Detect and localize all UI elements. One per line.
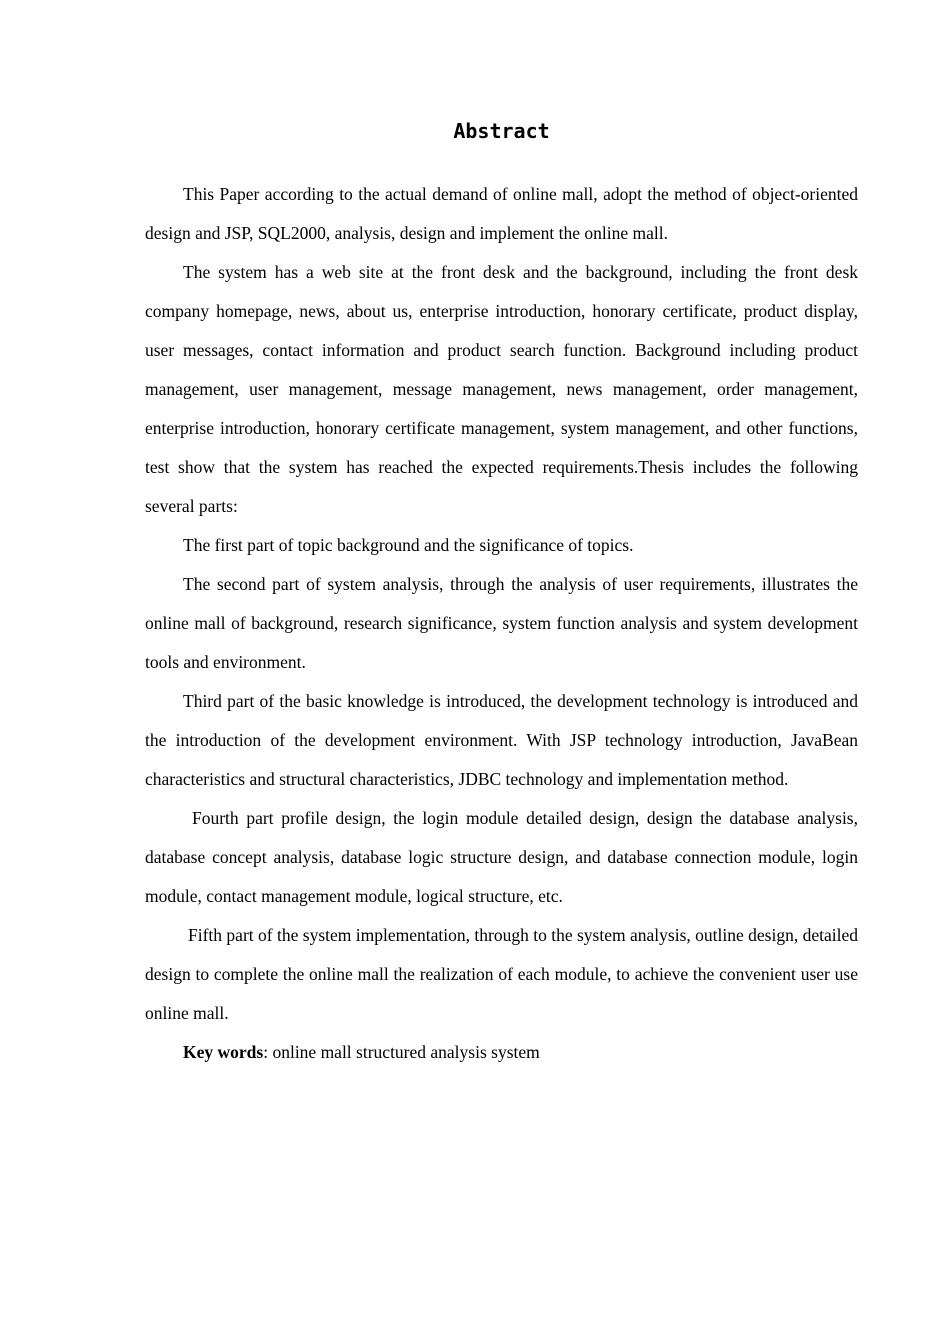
- abstract-paragraph-7: Fifth part of the system implementation, through to the system analysis, outline design, detailed design to complete the online mall the realization of each module, to achieve the convenient user use online mall.: [145, 925, 858, 1023]
- abstract-paragraph-3: The first part of topic background and the significance of topics.: [183, 535, 634, 555]
- keywords-label: Key words: [183, 1042, 264, 1062]
- abstract-paragraph-2: The system has a web site at the front desk and the background, including the front desk company homepage, news, about us, enterprise introduction, honorary certificate, product display, user messages, contact information and product search function. Background including product management, user management, message management, news management, order management, enterprise introduction, honorary certificate management, system management, and other functions, test show that the system has reached the expected requirements.Thesis includes the following several parts:: [145, 262, 858, 516]
- abstract-paragraph-6: Fourth part profile design, the login module detailed design, design the database analysis, database concept analysis, database logic structure design, and database connection module, login module, contact management module, logical structure, etc.: [145, 808, 858, 906]
- abstract-title: Abstract: [453, 119, 550, 143]
- abstract-paragraph-1: This Paper according to the actual demand of online mall, adopt the method of object-oriented design and JSP, SQL2000, analysis, design and implement the online mall.: [145, 184, 858, 243]
- abstract-paragraph-4: The second part of system analysis, through the analysis of user requirements, illustrates the online mall of background, research significance, system function analysis and system development tools and environment.: [145, 574, 858, 672]
- keywords-text: online mall structured analysis system: [272, 1042, 540, 1062]
- keywords-line: [145, 1033, 858, 1072]
- abstract-body: [145, 175, 858, 1072]
- keywords-separator: :: [263, 1042, 273, 1062]
- abstract-paragraph-5: Third part of the basic knowledge is introduced, the development technology is introduced and the introduction of the development environment. With JSP technology introduction, JavaBean characteristics and structural characteristics, JDBC technology and implementation method.: [145, 691, 858, 789]
